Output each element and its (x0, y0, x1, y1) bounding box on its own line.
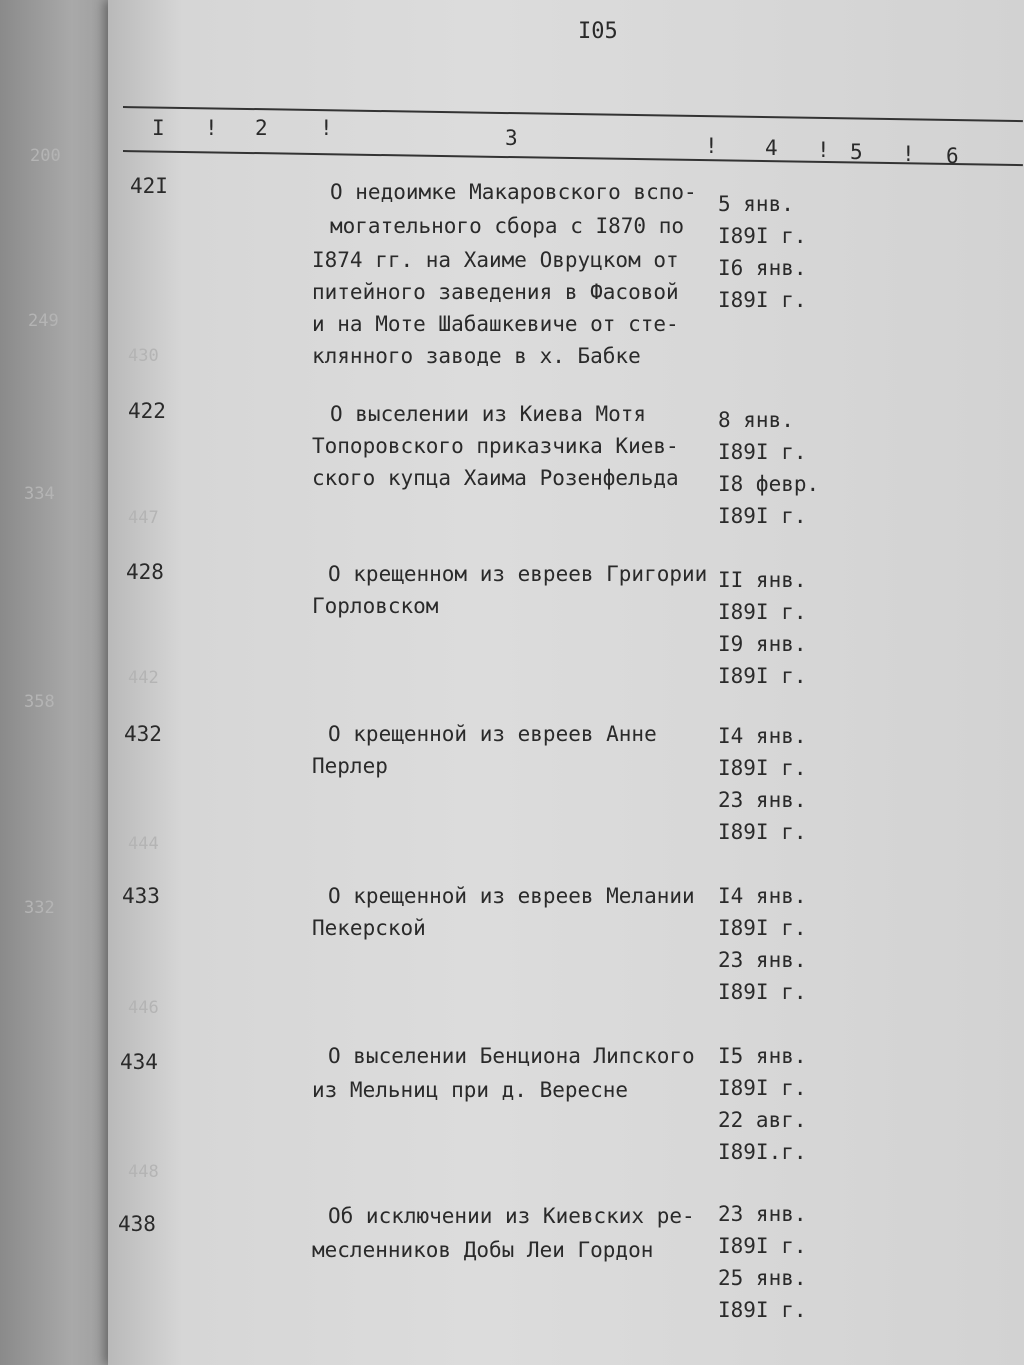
entry-date: I4 янв. (718, 724, 807, 748)
col-header-3: 3 (505, 126, 518, 150)
entry-number: 422 (128, 399, 166, 423)
entry-date: I89I г. (718, 600, 807, 624)
entry-text-line: О крещенном из евреев Григории (328, 562, 708, 586)
margin-mark: 332 (24, 898, 55, 918)
entry-text-line: и на Моте Шабашкевиче от сте- (312, 312, 679, 336)
entry-date: I5 янв. (718, 1044, 807, 1068)
entry-number: 432 (124, 722, 162, 746)
col-separator: ! (320, 116, 333, 140)
entry-date: I4 янв. (718, 884, 807, 908)
entry-text-line: Пекерской (312, 916, 426, 940)
entry-date: 23 янв. (718, 948, 807, 972)
entry-text-line: ского купца Хаима Розенфельда (312, 466, 679, 490)
entry-date: II янв. (718, 568, 807, 592)
entry-text-line: О выселении из Киева Мотя (330, 402, 647, 426)
entry-date: I89I.г. (718, 1140, 807, 1164)
entry-date: I89I г. (718, 1076, 807, 1100)
entry-text-line: I874 гг. на Хаиме Овруцком от (312, 248, 679, 272)
entry-text-line: Об исключении из Киевских ре- (328, 1204, 695, 1228)
entry-number: 433 (122, 884, 160, 908)
entry-date: I89I г. (718, 916, 807, 940)
entry-date: I89I г. (718, 980, 807, 1004)
entry-number: 434 (120, 1050, 158, 1074)
col-header-4: 4 (765, 136, 778, 160)
entry-date: I89I г. (718, 1234, 807, 1258)
entry-date: I89I г. (718, 504, 807, 528)
entry-text-line: питейного заведения в Фасовой (312, 280, 679, 304)
entry-number: 42I (130, 174, 168, 198)
entry-text-line: могательного сбора с I870 по (330, 214, 685, 238)
col-header-5: 5 (850, 140, 863, 164)
entry-text-line: О крещенной из евреев Мелании (328, 884, 695, 908)
entry-date: I89I г. (718, 440, 807, 464)
entry-date: 25 янв. (718, 1266, 807, 1290)
margin-mark: 448 (128, 1162, 159, 1182)
entry-text-line: Топоровского приказчика Киев- (312, 434, 679, 458)
entry-date: 23 янв. (718, 1202, 807, 1226)
entry-date: I89I г. (718, 820, 807, 844)
entry-date: I89I г. (718, 1298, 807, 1322)
entry-number: 438 (118, 1212, 156, 1236)
col-header-6: 6 (946, 144, 959, 168)
page-number: I05 (578, 19, 618, 44)
entry-date: I89I г. (718, 756, 807, 780)
entry-date: I89I г. (718, 664, 807, 688)
underlying-page-edge (0, 0, 120, 1365)
margin-mark: 249 (28, 311, 59, 331)
entry-date: 23 янв. (718, 788, 807, 812)
entry-date: 8 янв. (718, 408, 794, 432)
entry-text-line: Горловском (312, 594, 439, 618)
entry-text-line: месленников Добы Леи Гордон (312, 1238, 654, 1262)
entry-text-line: О недоимке Макаровского вспо- (330, 180, 697, 204)
col-separator: ! (817, 138, 830, 162)
margin-mark: 200 (30, 146, 61, 166)
entry-date: I9 янв. (718, 632, 807, 656)
entry-text-line: Перлер (312, 754, 388, 778)
col-header-2: 2 (255, 116, 268, 140)
entry-date: 22 авг. (718, 1108, 807, 1132)
entry-date: I89I г. (718, 224, 807, 248)
entry-date: I89I г. (718, 288, 807, 312)
entry-number: 428 (126, 560, 164, 584)
margin-mark: 444 (128, 834, 159, 854)
col-header-1: I (152, 116, 165, 140)
margin-mark: 447 (128, 508, 159, 528)
entry-text-line: клянного заводе в х. Бабке (312, 344, 641, 368)
margin-mark: 334 (24, 484, 55, 504)
entry-text-line: О выселении Бенциона Липского (328, 1044, 695, 1068)
entry-text-line: О крещенной из евреев Анне (328, 722, 657, 746)
entry-text-line: из Мельниц при д. Вересне (312, 1078, 629, 1102)
margin-mark: 430 (128, 346, 159, 366)
entry-date: 5 янв. (718, 192, 794, 216)
col-separator: ! (205, 116, 218, 140)
margin-mark: 442 (128, 668, 159, 688)
col-separator: ! (902, 142, 915, 166)
margin-mark: 358 (24, 692, 55, 712)
col-separator: ! (705, 134, 718, 158)
margin-mark: 446 (128, 998, 159, 1018)
entry-date: I8 февр. (718, 472, 820, 496)
entry-date: I6 янв. (718, 256, 807, 280)
